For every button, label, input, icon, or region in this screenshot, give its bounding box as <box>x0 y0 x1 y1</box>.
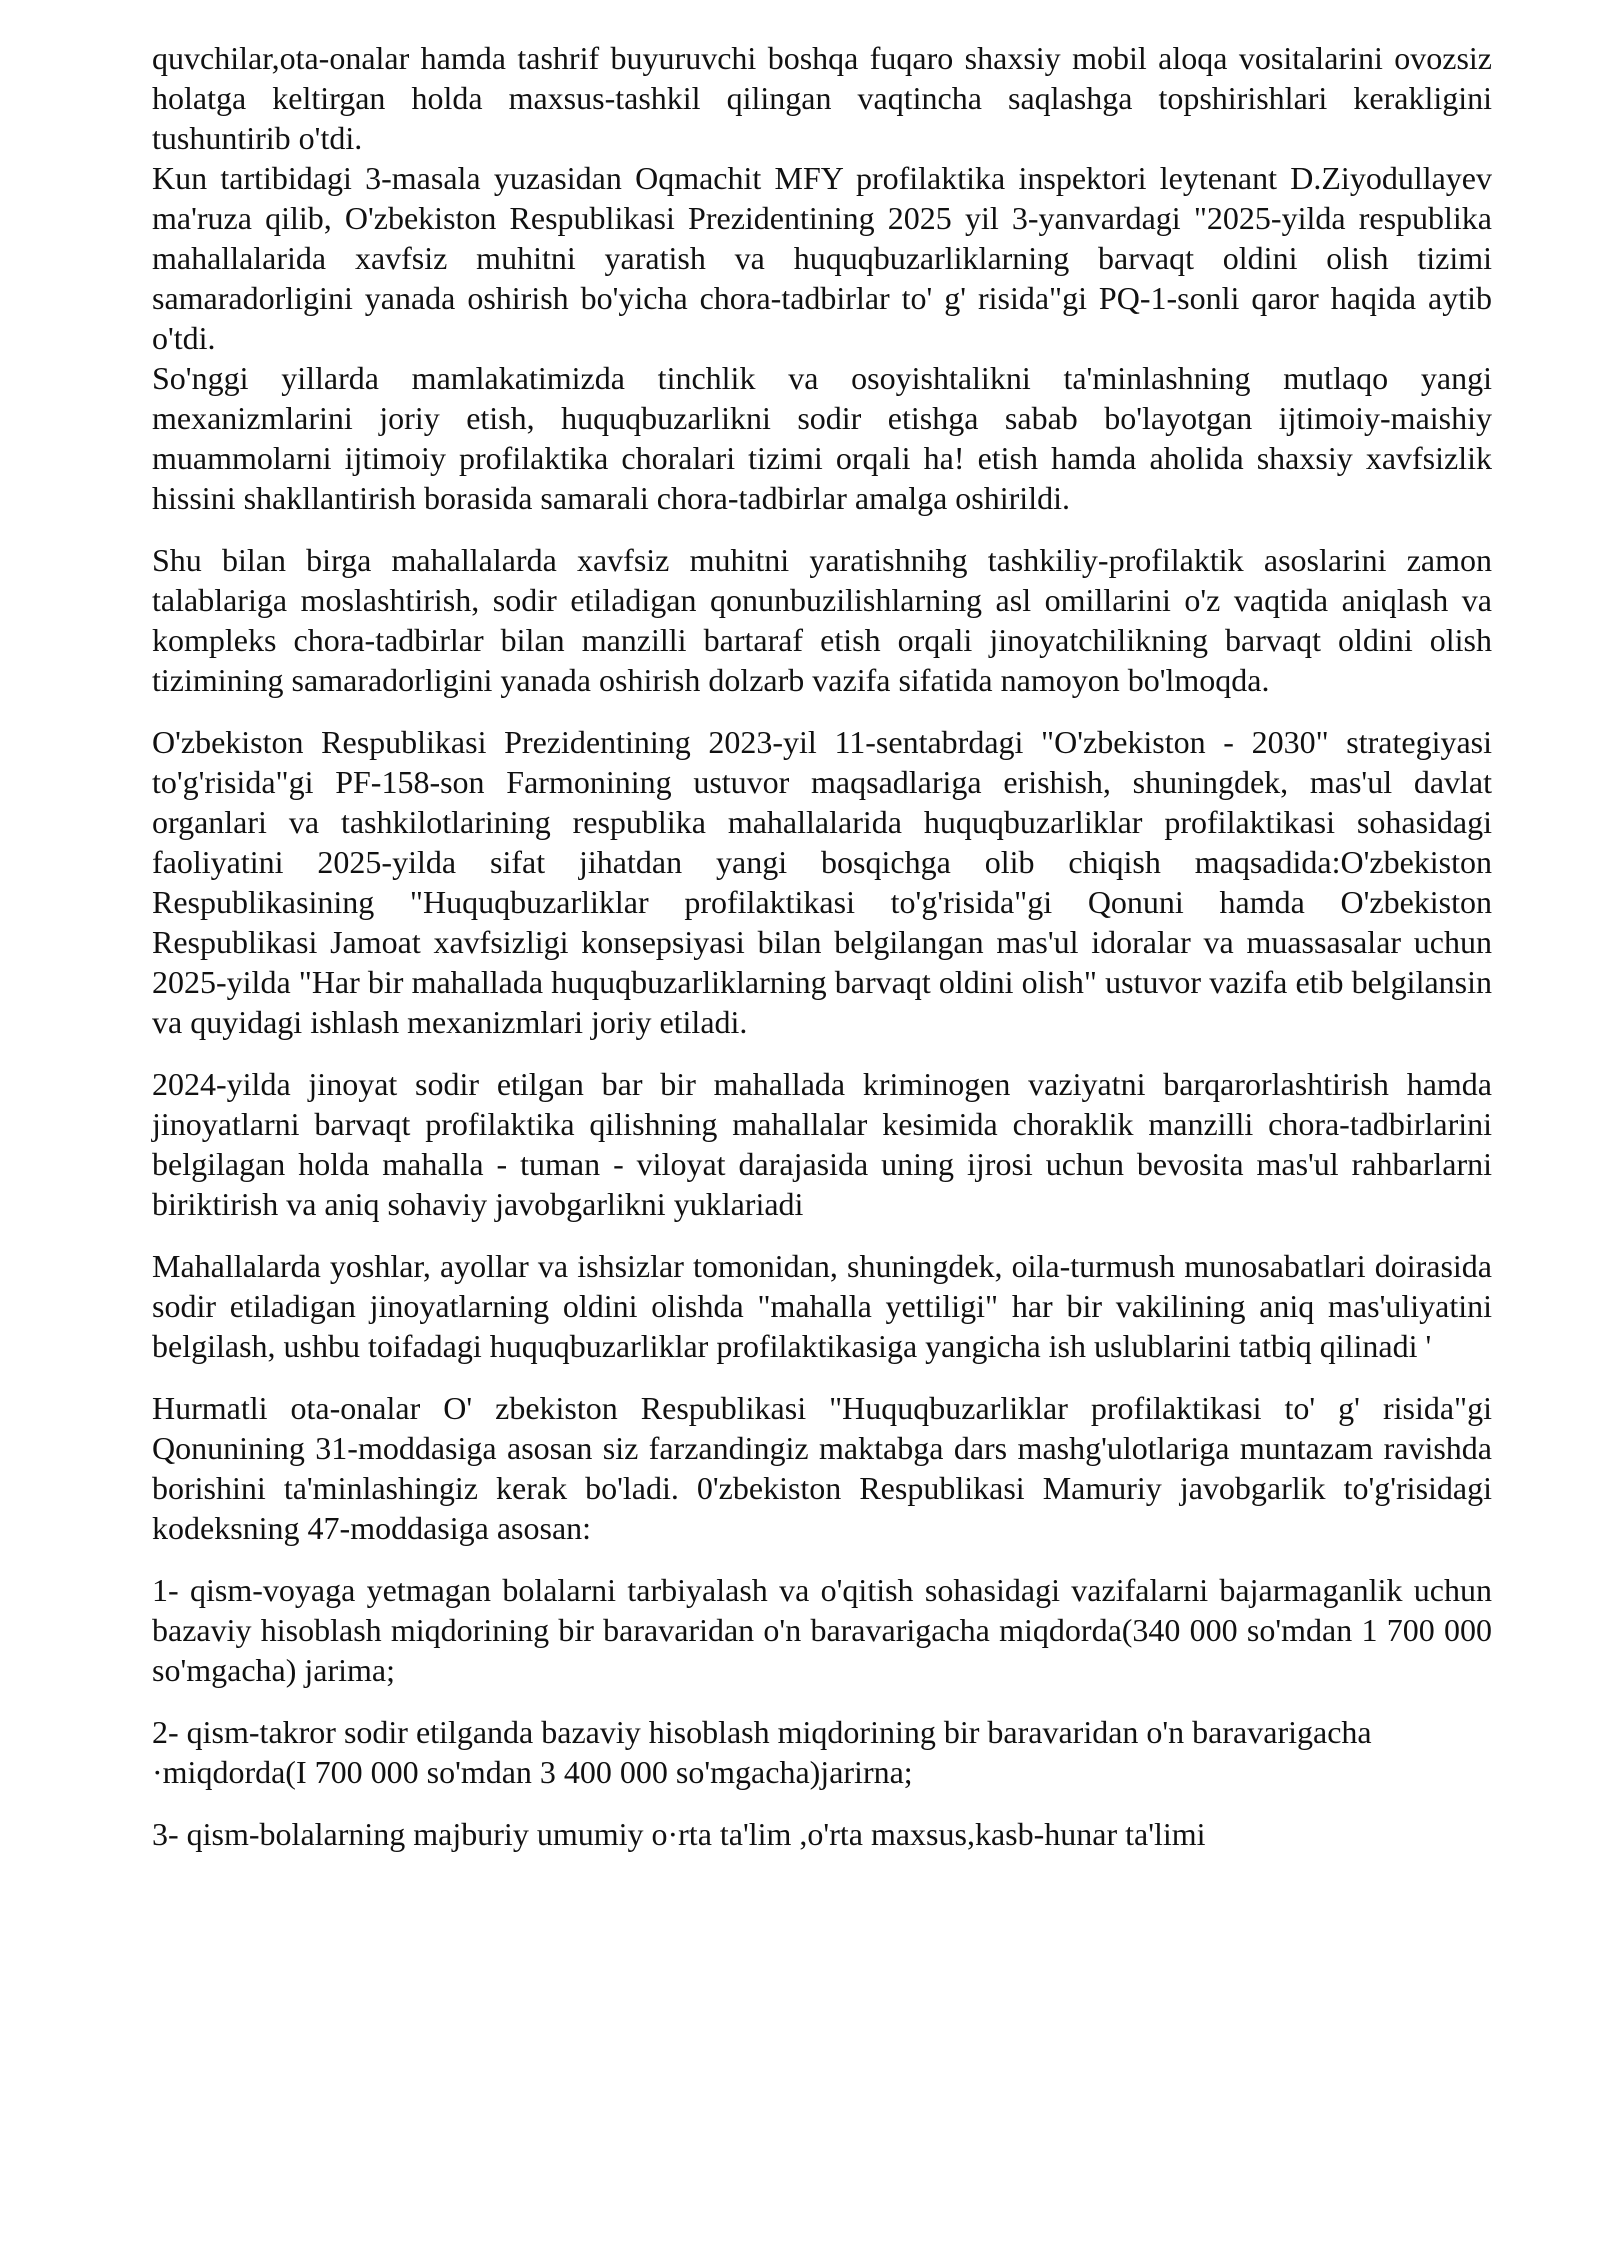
paragraph-strategy-2030: O'zbekiston Respublikasi Prezidentining 2023-yil 11-sentabrdagi "O'zbekiston - 2030" strategiyasi to'g'risida"gi PF-158-son Farmonining ustuvor maqsadlariga erishish, shuningdek, mas'ul davlat organlari va tashkilotlarining respublika mahallalarida huquqbuzarliklar profilaktikasi sohasidagi faoliyatini 2025-yilda sifat jihatdan yangi bosqichga olib chiqish maqsadida:O'zbekiston Respublikasining "Huquqbuzarliklar profilaktikasi to'g'risida"gi Qonuni hamda O'zbekiston Respublikasi Jamoat xavfsizligi konsepsiyasi bilan belgilangan mas'ul idoralar va muassasalar uchun 2025-yilda "Har bir mahallada huquqbuzarliklarning barvaqt oldini olish" ustuvor vazifa etib belgilansin va quyidagi ishlash mexanizmlari joriy etiladi. <box>152 724 1492 1040</box>
paragraph-part-3: 3- qism-bolalarning majburiy umumiy o·rta ta'lim ,o'rta maxsus,kasb-hunar ta'limi <box>152 1816 1206 1852</box>
paragraph-recent-years: So'nggi yillarda mamlakatimizda tinchlik va osoyishtalikni ta'minlashning mutlaqo yangi mexanizmlarini joriy etish, huquqbuzarlikni sodir etishga sabab bo'layotgan ijtimoiy-maishiy muammolarni ijtimoiy profilaktika choralari tizimi orqali ha! etish hamda aholida shaxsiy xavfsizlik hissini shakllantirish borasida samarali chora-tadbirlar amalga oshirildi. <box>152 360 1492 516</box>
paragraph-agenda-item-3: Kun tartibidagi 3-masala yuzasidan Oqmachit MFY profilaktika inspektori leytenant D.Ziyodullayev ma'ruza qilib, O'zbekiston Respublikasi Prezidentining 2025 yil 3-yanvardagi "2025-yilda respublika mahallalarida xavfsiz muhitni yaratish va huquqbuzarliklarning barvaqt oldini olish tizimi samaradorligini yanada oshirish bo'yicha chora-tadbirlar to' g' risida"gi PQ-1-sonli qaror haqida aytib o'tdi. <box>152 160 1492 356</box>
paragraph-parents-notice: Hurmatli ota-onalar O' zbekiston Respublikasi "Huquqbuzarliklar profilaktikasi to' g' risida"gi Qonunining 31-moddasiga asosan siz farzandingiz maktabga dars mashg'ulotlariga muntazam ravishda borishini ta'minlashingiz kerak bo'ladi. 0'zbekiston Respublikasi Mamuriy javobgarlik to'g'risidagi kodeksning 47-moddasiga asosan: <box>152 1390 1492 1546</box>
paragraph-safe-environment: Shu bilan birga mahallalarda xavfsiz muhitni yaratishnihg tashkiliy-profilaktik asoslarini zamon talablariga moslashtirish, sodir etiladigan qonunbuzilishlarning asl omillarini o'z vaqtida aniqlash va kompleks chora-tadbirlar bilan manzilli bartaraf etish orqali jinoyatchilikning barvaqt oldini olish tizimining samaradorligini yanada oshirish dolzarb vazifa sifatida namoyon bo'lmoqda. <box>152 542 1492 698</box>
paragraph-2024-crime: 2024-yilda jinoyat sodir etilgan bar bir mahallada kriminogen vaziyatni barqarorlashtirish hamda jinoyatlarni barvaqt profilaktika qilishning mahallalar kesimida choraklik manzilli chora-tadbirlarini belgilagan holda mahalla - tuman - viloyat darajasida uning ijrosi uchun bevosita mas'ul rahbarlarni biriktirish va aniq sohaviy javobgarlikni yuklariadi <box>152 1066 1492 1222</box>
paragraph-part-2-amount: ·miqdorda(I 700 000 so'mdan 3 400 000 so'mgacha)jarirna; <box>152 1754 913 1790</box>
document-page <box>152 38 1492 1854</box>
paragraph-mahalla-seven: Mahallalarda yoshlar, ayollar va ishsizlar tomonidan, shuningdek, oila-turmush munosabatlari doirasida sodir etiladigan jinoyatlarning oldini olishda "mahalla yettiligi" har bir vakilining aniq mas'uliyatini belgilash, ushbu toifadagi huquqbuzarliklar profilaktikasiga yangicha ish uslublarini tatbiq qilinadi ' <box>152 1248 1492 1364</box>
paragraph-part-1: 1- qism-voyaga yetmagan bolalarni tarbiyalash va o'qitish sohasidagi vazifalarni bajarmaganlik uchun bazaviy hisoblash miqdorining bir baravaridan o'n baravarigacha miqdorda(340 000 so'mdan 1 700 000 so'mgacha) jarima; <box>152 1572 1492 1688</box>
paragraph-part-2: 2- qism-takror sodir etilganda bazaviy hisoblash miqdorining bir baravaridan o'n baravarigacha <box>152 1714 1372 1750</box>
paragraph-phone-storage: quvchilar,ota-onalar hamda tashrif buyuruvchi boshqa fuqaro shaxsiy mobil aloqa vositalarini ovozsiz holatga keltirgan holda maxsus-tashkil qilingan vaqtincha saqlashga topshirishlari kerakligini tushuntirib o'tdi. <box>152 40 1492 156</box>
